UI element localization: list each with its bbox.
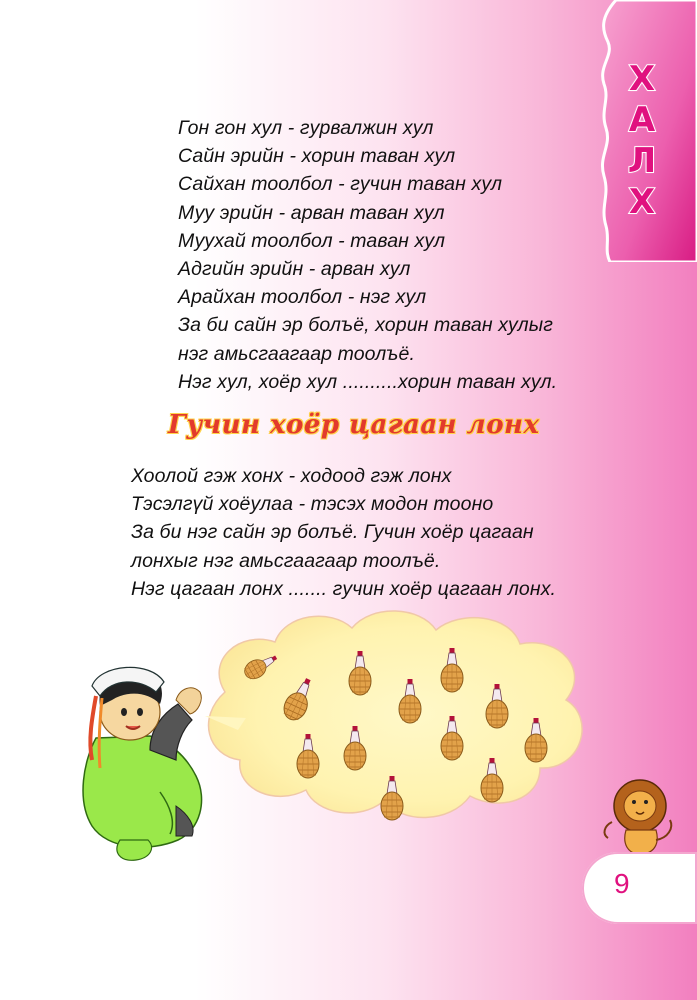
side-letter: Х [628,59,656,99]
poem-line: Нэг цагаан лонх ....... гучин хоёр цагаан лонх. [131,577,557,600]
side-letter: Л [627,141,657,181]
side-letter: Х [628,182,656,222]
poem-line: лонхыг нэг амьсгаагаар тоолъё. [131,549,441,572]
page-number: 9 [614,868,630,899]
poem-line: Сайн эрийн - хорин таван хул [178,145,456,168]
poem-line: Адгийн эрийн - арван хул [178,257,411,280]
poem-line: За би сайн эр болъё, хорин таван хулыг [178,314,553,337]
boy-character [83,667,202,860]
lion-character [605,780,672,854]
section-title: Гучин хоёр цагаан лонх [168,410,540,440]
poem-line: Нэг хул, хоёр хул ..........хорин таван хул. [178,370,558,393]
poem-hul [178,114,557,396]
illustration [0,600,697,880]
poem-line: Хоолой гэж хонх - ходоод гэж лонх [131,465,452,487]
poem-line: Муу эрийн - арван таван хул [178,201,445,224]
poem-lonh [131,462,556,603]
poem-line: Арайхан тоолбол - нэг хул [178,286,427,309]
poem-line: Тэсэлгүй хоёулаа - тэсэх модон тооно [131,493,494,516]
poem-line: Гон гон хул - гурвалжин хул [178,117,434,139]
page-number-tab [582,852,697,924]
poem-line: Муухай тоолбол - таван хул [178,229,446,252]
side-letter: А [628,100,656,140]
poem-line: За би нэг сайн эр болъё. Гучин хоёр цагаан [131,521,534,544]
side-tab-letters [612,60,672,222]
poem-line: нэг амьсгаагаар тоолъё. [178,342,415,365]
poem-line: Сайхан тоолбол - гучин таван хул [178,173,503,196]
